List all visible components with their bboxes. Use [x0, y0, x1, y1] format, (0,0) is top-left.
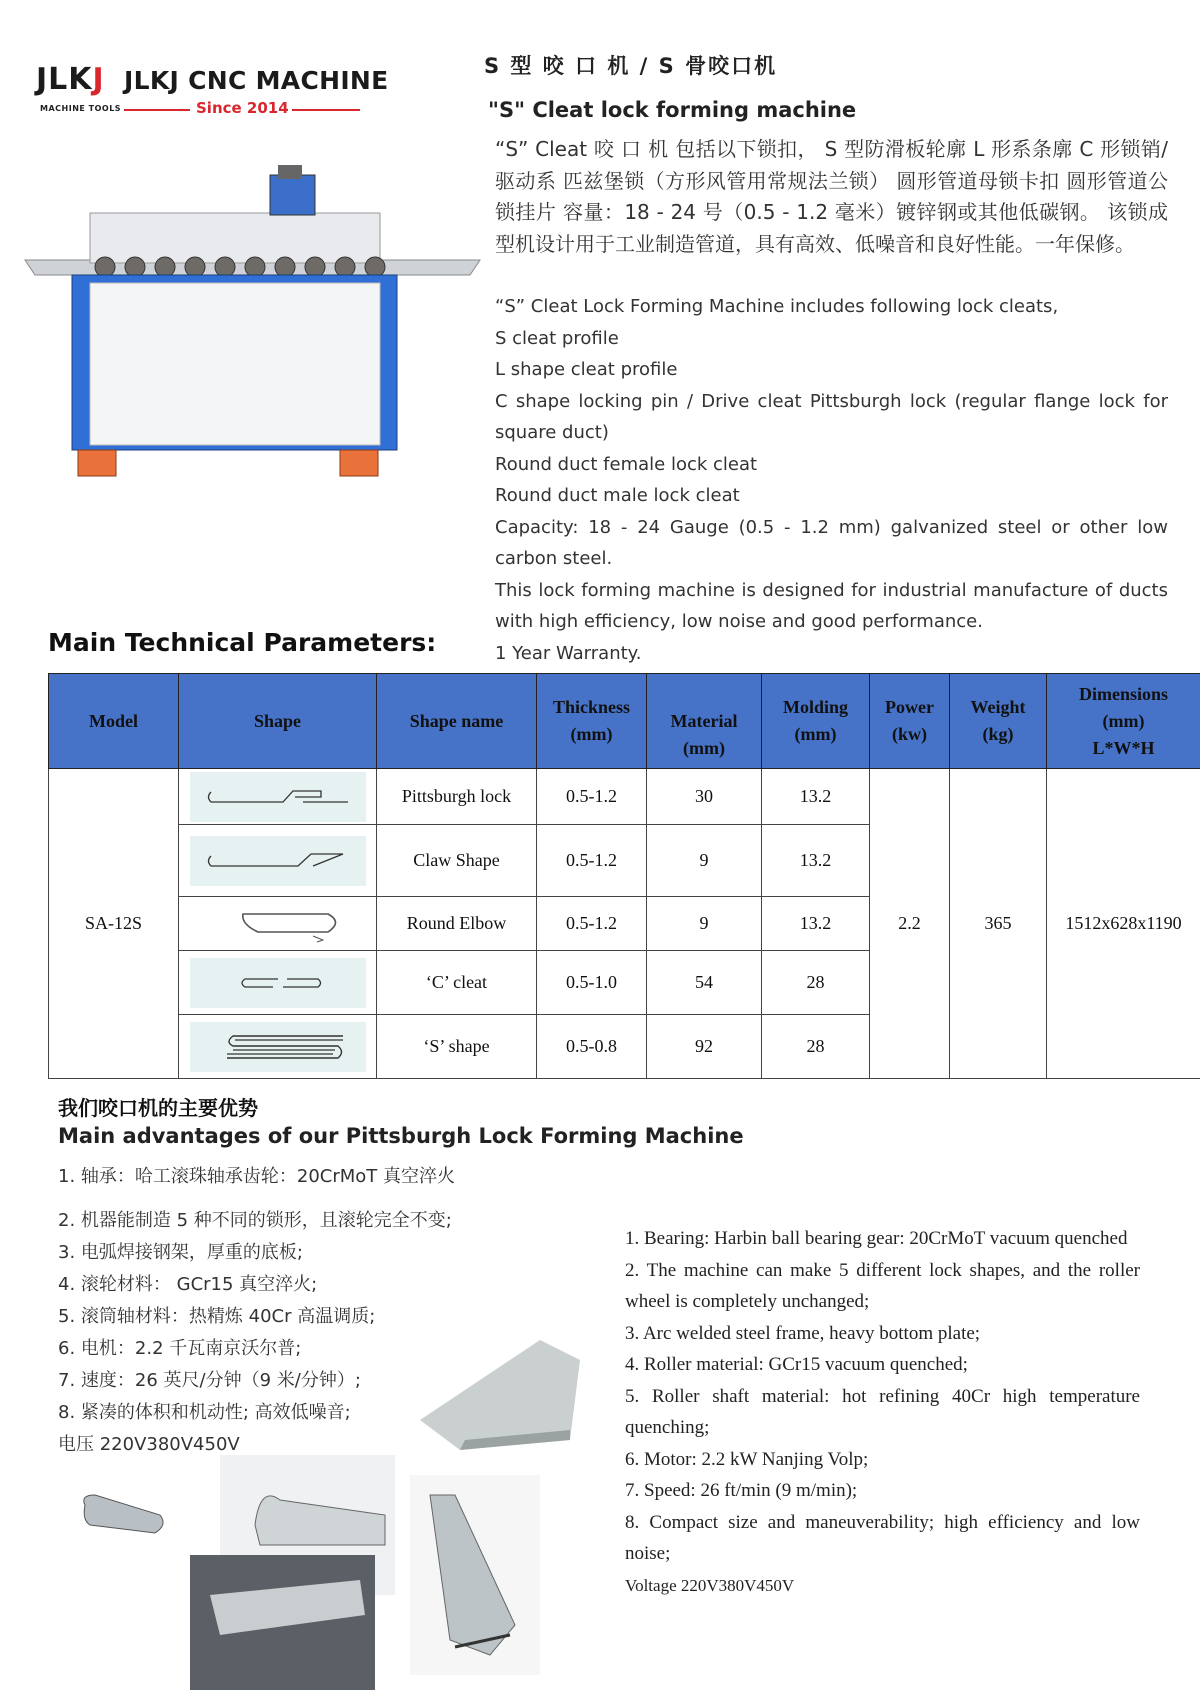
cell-molding: 28 — [762, 951, 870, 1015]
page-title-en: "S" Cleat lock forming machine — [488, 98, 857, 122]
divider — [292, 109, 360, 111]
header-thickness: Thickness (mm) — [537, 674, 647, 769]
advantage-en-item: 3. Arc welded steel frame, heavy bottom plate; — [625, 1322, 981, 1344]
section-title-params: Main Technical Parameters: — [48, 628, 437, 657]
cell-shape-name: ‘C’ cleat — [377, 951, 537, 1015]
cell-shape-name: Round Elbow — [377, 897, 537, 951]
description-line: This lock forming machine is designed for industrial manufacture of ducts with high efficiency, low noise and good performance. — [495, 579, 1168, 632]
machine-photo — [20, 165, 485, 480]
advantages-title-en: Main advantages of our Pittsburgh Lock Forming Machine — [58, 1124, 744, 1148]
cell-thickness: 0.5-1.2 — [537, 769, 647, 825]
brand-logo-subtitle: MACHINE TOOLS — [40, 104, 122, 113]
advantage-cn-item: 7. 速度：26 英尺/分钟（9 米/分钟）; — [58, 1370, 361, 1391]
cell-shape — [179, 951, 377, 1015]
header-shape-name: Shape name — [377, 674, 537, 769]
description-line: 1 Year Warranty. — [495, 642, 642, 664]
advantage-en-item: 5. Roller shaft material: hot refining 40Cr high temperature quenching; — [625, 1385, 1140, 1438]
cell-material: 9 — [647, 897, 762, 951]
header-shape: Shape — [179, 674, 377, 769]
claw-shape-icon — [203, 846, 353, 876]
cell-shape — [179, 1015, 377, 1079]
cell-shape — [179, 897, 377, 951]
advantage-en-item: 4. Roller material: GCr15 vacuum quenched; — [625, 1354, 968, 1375]
header-weight: Weight (kg) — [950, 674, 1047, 769]
advantage-cn-item: 3. 电弧焊接钢架，厚重的底板; — [58, 1242, 303, 1263]
header-molding: Molding (mm) — [762, 674, 870, 769]
header-dimensions: Dimensions (mm) L*W*H — [1047, 674, 1200, 769]
description-line: “S” Cleat Lock Forming Machine includes following lock cleats, — [495, 296, 1059, 317]
description-cn: “S” Cleat 咬 口 机 包括以下锁扣， S 型防滑板轮廓 L 形系条廓 C 形锁销/驱动系 匹兹堡锁（方形风管用常规法兰锁） 圆形管道母锁卡扣 圆形管道公锁挂片 容量：18 - 24 号（0.5 - 1.2 毫米）镀锌钢或其他低碳钢。 该锁成型机设计用于工业制造管道，具有高效、低噪音和良好性能。一年保修。 — [495, 137, 1168, 256]
advantage-cn-item: 电压 220V380V450V — [58, 1434, 240, 1455]
cell-shape — [179, 825, 377, 897]
advantage-cn-item: 2. 机器能制造 5 种不同的锁形，且滚轮完全不变; — [58, 1210, 452, 1231]
cell-shape-name: Pittsburgh lock — [377, 769, 537, 825]
advantage-cn-item: 5. 滚筒轴材料：热精炼 40Cr 高温调质; — [58, 1306, 376, 1327]
advantage-cn-item: 1. 轴承：哈工滚珠轴承齿轮：20CrMoT 真空淬火 — [58, 1166, 456, 1187]
cell-dimensions: 1512x628x1190 — [1047, 769, 1200, 1079]
description-en — [495, 291, 1168, 669]
description-line: C shape locking pin / Drive cleat Pittsburgh lock (regular flange lock for square duct) — [495, 390, 1168, 443]
s-shape-icon — [203, 1030, 353, 1064]
cell-material: 54 — [647, 951, 762, 1015]
cell-thickness: 0.5-1.2 — [537, 897, 647, 951]
cell-molding: 13.2 — [762, 769, 870, 825]
spec-table — [48, 673, 1200, 1079]
cleat-photo — [410, 1475, 540, 1675]
cell-shape — [179, 769, 377, 825]
advantage-cn-item: 4. 滚轮材料： GCr15 真空淬火; — [58, 1274, 318, 1295]
cell-shape-name: Claw Shape — [377, 825, 537, 897]
c-cleat-shape-icon — [203, 968, 353, 998]
brand-since: Since 2014 — [196, 99, 289, 117]
header-model: Model — [49, 674, 179, 769]
cell-thickness: 0.5-1.0 — [537, 951, 647, 1015]
page-title-cn: S 型 咬 口 机 / S 骨咬口机 — [484, 54, 778, 78]
cleat-photo — [80, 1485, 170, 1545]
advantages-title-cn: 我们咬口机的主要优势 — [58, 1096, 258, 1120]
description-line: Capacity: 18 - 24 Gauge (0.5 - 1.2 mm) galvanized steel or other low carbon steel. — [495, 516, 1168, 569]
advantage-en-item: 7. Speed: 26 ft/min (9 m/min); — [625, 1480, 858, 1501]
brand-logo-mark: JLKJ — [36, 62, 105, 97]
advantage-en-item: 8. Compact size and maneuverability; high efficiency and low noise; — [625, 1511, 1140, 1564]
description-line: Round duct female lock cleat — [495, 453, 758, 475]
advantage-en-item: 2. The machine can make 5 different lock shapes, and the roller wheel is completely unchanged; — [625, 1259, 1140, 1312]
cell-shape-name: ‘S’ shape — [377, 1015, 537, 1079]
header-material: Material (mm) — [647, 674, 762, 769]
pittsburgh-lock-shape-icon — [203, 782, 353, 812]
cell-material: 30 — [647, 769, 762, 825]
cell-weight: 365 — [950, 769, 1047, 1079]
cell-material: 9 — [647, 825, 762, 897]
round-elbow-shape-icon — [203, 904, 353, 944]
advantages-en-list — [625, 1223, 1140, 1601]
divider — [124, 109, 190, 111]
description-line: S cleat profile — [495, 327, 619, 349]
brand-name: JLKJ CNC MACHINE — [124, 66, 389, 95]
cell-thickness: 0.5-0.8 — [537, 1015, 647, 1079]
cell-molding: 28 — [762, 1015, 870, 1079]
description-line: L shape cleat profile — [495, 359, 678, 380]
cell-model: SA-12S — [49, 769, 179, 1079]
cleat-photo — [420, 1340, 590, 1460]
cleat-photo — [190, 1555, 375, 1690]
header-power: Power (kw) — [870, 674, 950, 769]
cell-material: 92 — [647, 1015, 762, 1079]
advantage-cn-item: 6. 电机：2.2 千瓦南京沃尔普; — [58, 1338, 302, 1359]
advantage-cn-item: 8. 紧凑的体积和机动性; 高效低噪音; — [58, 1402, 351, 1423]
cell-thickness: 0.5-1.2 — [537, 825, 647, 897]
cell-molding: 13.2 — [762, 825, 870, 897]
table-row — [49, 769, 1200, 825]
advantage-en-item: 1. Bearing: Harbin ball bearing gear: 20CrMoT vacuum quenched — [625, 1228, 1128, 1249]
table-header-row — [49, 674, 1200, 769]
cell-power: 2.2 — [870, 769, 950, 1079]
description-line: Round duct male lock cleat — [495, 485, 740, 506]
cell-molding: 13.2 — [762, 897, 870, 951]
advantage-en-item: 6. Motor: 2.2 kW Nanjing Volp; — [625, 1448, 869, 1470]
advantage-en-item: Voltage 220V380V450V — [625, 1575, 795, 1595]
